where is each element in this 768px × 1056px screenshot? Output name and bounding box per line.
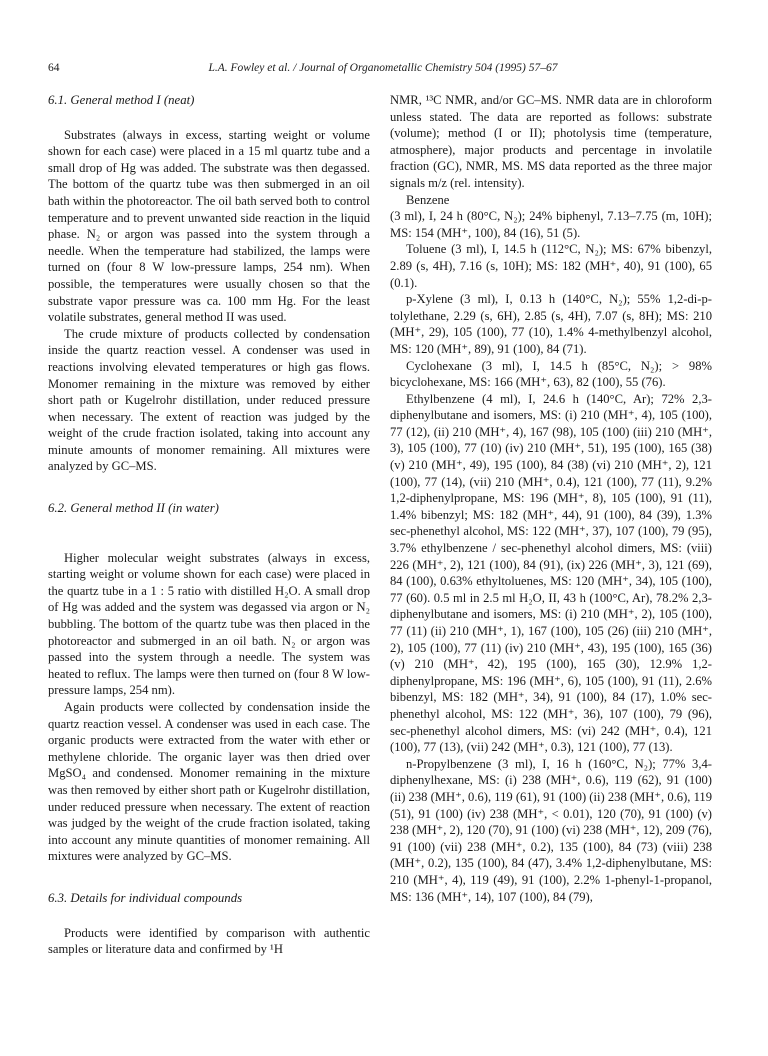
paragraph-method-2: Higher molecular weight substrates (always in excess, starting weight or volume shown for each case) were placed in the quartz tube in a 1 : 5 ratio with distilled H₂O. A small drop of Hg was added and the system was degassed via argon or N₂ bubbling. The bottom of the quartz tube was then placed in the photoreactor and submerged in an oil bath. N₂ or argon was passed into the system through a needle. The system was heated to reflux. The lamps were then turned on (four 8 W low-pressure lamps, 254 nm). xyxy=(48,550,370,698)
journal-citation: L.A. Fowley et al. / Journal of Organometallic Chemistry 504 (1995) 57–67 xyxy=(208,62,558,74)
paragraph-identification: Products were identified by comparison with authentic samples or literature data and confirmed by ¹H xyxy=(48,925,370,957)
left-column xyxy=(48,92,370,958)
right-column xyxy=(390,92,712,905)
entry-n-propylbenzene: n-Propylbenzene (3 ml), I, 16 h (160°C, N₂); 77% 3,4-diphenylhexane, MS: (i) 238 (MH⁺, 0.6), 119 (62), 91 (100) (ii) 238 (MH⁺, 0.6), 119 (61), 91 (100) (ii) 238 (MH⁺, 0.6), 119 (51), 91 (100) (iv) 238 (MH⁺, < 0.01), 120 (70), 91 (100) (v) 238 (MH⁺, 2), 120 (70), 91 (100) (vi) 238 (MH⁺, 12), 209 (76), 91 (100) (vii) 238 (MH⁺, 0.2), 135 (100), 84 (73) (viii) 238 (MH⁺, 0.2), 135 (100), 84 (47), 3.4% 1,2-diphenylbutane, MS: 210 (MH⁺, 4), 119 (49), 91 (100), 2.2% 1-phenyl-1-propanol, MS: 136 (MH⁺, 14), 107 (100), 84 (79), xyxy=(390,756,712,904)
entry-p-xylene: p-Xylene (3 ml), I, 0.13 h (140°C, N₂); 55% 1,2-di-p-tolylethane, 2.29 (s, 6H), 2.85 (s, 4H), 7.07 (s, 8H); MS: 210 (MH⁺, 29), 105 (100), 77 (10), 1.4% 4-methylbenzyl alcohol, MS: 120 (MH⁺, 89), 91 (100), 84 (71). xyxy=(390,292,712,356)
paragraph-method-1: Substrates (always in excess, starting weight or volume shown for each case) were placed in a 15 ml quartz tube and a small drop of Hg was added. The substrate was then degassed. The bottom of the quartz tube was then submerged in an oil bath within the photoreactor. The oil bath served both to control temperature and to prevent unwanted side reaction in the liquid phase. N₂ or argon was passed into the system through a needle. When the temperature had stabilized, the lamps were turned on (four 8 W low-pressure lamps, 254 nm). When possible, the temperatures were usually chosen so that the substrate vapor pressure was ca. 100 mm Hg. For the least volatile substrates, general method II was used. xyxy=(48,127,370,325)
entry-title-benzene: Benzene xyxy=(406,192,450,207)
paragraph-crude-mixture: The crude mixture of products collected by condensation inside the quartz reaction vessel. A condenser was used in reactions involving elevated temperatures or high gas flows. Monomer remaining in the mixture was removed by either short path or Kugelrohr distillation, under reduced pressure when necessary. The extent of reaction was judged by the weight of the crude fraction isolated, taking into account any minute amounts of monomer remaining. All mixtures were analyzed by GC–MS. xyxy=(48,326,370,474)
paragraph-product-collection: Again products were collected by condensation inside the quartz reaction vessel. A condenser was used in each case. The organic products were extracted from the water with ether or methylene chloride. The organic layer was then dried over MgSO₄ and condensed. Monomer remaining in the mixture was then removed by either short path or Kugelrohr distillation, under reduced pressure when necessary. The extent of reaction was judged by the weight of the crude fraction isolated, taking into account any minute quantities of monomer remaining. All mixtures were analyzed by GC–MS. xyxy=(48,700,370,864)
entry-cyclohexane: Cyclohexane (3 ml), I, 14.5 h (85°C, N₂); > 98% bicyclohexane, MS: 166 (MH⁺, 63), 82 (100), 55 (76). xyxy=(390,358,712,390)
section-heading-method-2: 6.2. General method II (in water) xyxy=(48,501,219,516)
section-heading-details: 6.3. Details for individual compounds xyxy=(48,890,243,905)
entry-benzene: (3 ml), I, 24 h (80°C, N₂); 24% biphenyl, 7.13–7.75 (m, 10H); MS: 154 (MH⁺, 100), 84 (16), 51 (5). xyxy=(390,209,712,240)
page-number: 64 xyxy=(48,62,60,74)
entry-toluene: Toluene (3 ml), I, 14.5 h (112°C, N₂); MS: 67% bibenzyl, 2.89 (s, 4H), 7.16 (s, 10H); MS: 182 (MH⁺, 40), 91 (100), 65 (0.1). xyxy=(390,242,712,290)
entry-ethylbenzene: Ethylbenzene (4 ml), I, 24.6 h (140°C, Ar); 72% 2,3-diphenylbutane and isomers, MS: (i) 210 (MH⁺, 4), 105 (100), 77 (12), (ii) 210 (MH⁺, 4), 167 (98), 105 (100) (iii) 210 (MH⁺, 3), 105 (100), 77 (10) (iv) 210 (MH⁺, 51), 195 (100), 165 (38) (v) 210 (MH⁺, 49), 195 (100), 84 (38) (vi) 210 (MH⁺, 2), 121 (100), 77 (14), (vii) 210 (MH⁺, 0.4), 121 (100), 77 (11), 9.2% 1,2-diphenylpropane, MS: 196 (MH⁺, 8), 105 (100), 91 (11), 1.4% bibenzyl; MS: 182 (MH⁺, 44), 91 (100), 84 (39), 1.3% sec-phenethyl alcohol, MS: 122 (MH⁺, 37), 107 (100), 79 (95), 3.7% ethylbenzene / sec-phenethyl alcohol dimers, MS: (viii) 226 (MH⁺, 2), 121 (100), 84 (91), (ix) 226 (MH⁺, 3), 121 (69), 84 (100), 0.63% ethyltoluenes, MS: 120 (MH⁺, 34), 105 (100), 77 (60). 0.5 ml in 2.5 ml H₂O, II, 43 h (100°C, Ar), 78.2% 2,3-diphenylbutane and isomers, MS: (i) 210 (MH⁺, 2), 105 (100), 77 (11) (ii) 210 (MH⁺, 1), 167 (100), 105 (26) (iii) 210 (MH⁺, 2), 105 (100), 77 (11) (iv) 210 (MH⁺, 43), 195 (100), 165 (36) (v) 210 (MH⁺, 42), 195 (100), 165 (30), 12.9% 1,2-diphenylpropane, MS: 196 (MH⁺, 6), 105 (100), 91 (11), 2.6% bibenzyl, MS: 182 (MH⁺, 34), 91 (100), 84 (17), 1.0% sec-phenethyl alcohol, MS: 122 (MH⁺, 36), 107 (100), 79 (96), sec-phenethyl alcohol dimers, MS: (vi) 242 (MH⁺, 0.4), 121 (100), 77 (13), (vii) 242 (MH⁺, 0.3), 121 (100), 77 (13). xyxy=(390,391,712,755)
section-heading-method-1: 6.1. General method I (neat) xyxy=(48,93,195,107)
paragraph-data-format: NMR, ¹³C NMR, and/or GC–MS. NMR data are in chloroform unless stated. The data are reported as follows: substrate (volume); method (I or II); photolysis time (temperature, atmosphere), major products and percentage in involatile fraction (GC), NMR, MS. MS data reported as the three major signals m/z (rel. intensity). xyxy=(390,93,712,190)
running-header xyxy=(48,62,718,78)
